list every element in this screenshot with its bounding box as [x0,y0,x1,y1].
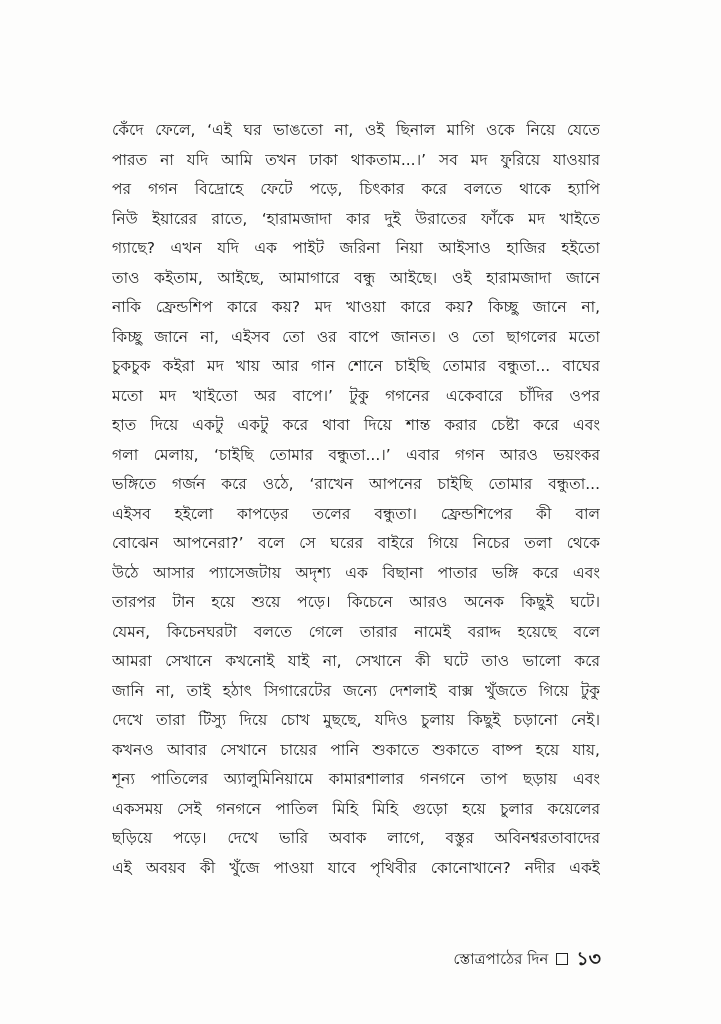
text-line: ছড়িয়ে পড়ে। দেখে ভারি অবাক লাগে, বস্তুর অবিনশ্বরতাবাদের [112,829,600,847]
text-line: কেঁদে ফেলে, ‘এই ঘর ভাঙতো না, ওই ছিনাল মাগি ওকে নিয়ে যেতে [112,121,600,139]
text-line: একসময় সেই গনগনে পাতিল মিহি মিহি গুড়ো হয়ে চুলার কয়েলের [112,799,600,818]
running-footer [453,945,601,973]
square-separator-icon [556,953,568,965]
text-line: দেখে তারা টিস্যু দিয়ে চোখ মুছছে, যদিও চুলায় কিছুই চড়ানো নেই। [112,711,600,729]
text-line: কখনও আবার সেখানে চায়ের পানি শুকাতে শুকাতে বাষ্প হয়ে যায়, [112,740,600,759]
body-text [112,116,600,883]
book-title: স্তোত্রপাঠের দিন [453,950,549,968]
page-number: ১৩ [576,948,601,970]
text-line: গলা মেলায়, ‘চাইছি তোমার বন্ধুতা...।’ এবার গগন আরও ভয়ংকর [112,445,600,464]
text-line: উঠে আসার প্যাসেজটায় অদৃশ্য এক বিছানা পাতার ভঙ্গি করে এবং [112,563,600,582]
text-line: কিচ্ছু জানে না, এইসব তো ওর বাপে জানত। ও তো ছাগলের মতো [112,327,600,346]
text-line: এই অবয়ব কী খুঁজে পাওয়া যাবে পৃথিবীর কোনোখানে? নদীর একই [112,858,600,877]
text-line: আমরা সেখানে কখনোই যাই না, সেখানে কী ঘটে তাও ভালো করে [112,652,600,670]
text-line: নিউ ইয়ারের রাতে, ‘হারামজাদা কার দুই উরাতের ফাঁকে মদ খাইতে [112,209,600,228]
text-line: পারত না যদি আমি তখন ঢাকা থাকতাম...।’ সব মদ ফুরিয়ে যাওয়ার [112,150,600,169]
text-line: জানি না, তাই হঠাৎ সিগারেটের জন্যে দেশলাই বাক্স খুঁজতে গিয়ে টুকু [112,681,600,700]
text-line: হাত দিয়ে একটু একটু করে থাবা দিয়ে শান্ত করার চেষ্টা করে এবং [112,416,600,434]
text-line: শূন্য পাতিলের অ্যালুমিনিয়ামে কামারশালার গনগনে তাপ ছড়ায় এবং [112,770,600,788]
text-line: এইসব হইলো কাপড়ের তলের বন্ধুতা। ফ্রেন্ডশিপের কী বাল [112,504,600,523]
text-line: চুকচুক কইরা মদ খায় আর গান শোনে চাইছি তোমার বন্ধুতা... বাঘের [112,357,600,375]
text-line: মতো মদ খাইতো অর বাপে।’ টুকু গগনের একেবারে চাঁদির ওপর [112,386,600,405]
text-line: নাকি ফ্রেন্ডশিপ কারে কয়? মদ খাওয়া কারে কয়? কিচ্ছু জানে না, [112,298,600,316]
text-line: গ্যাছে? এখন যদি এক পাইট জরিনা নিয়া আইসাও হাজির হইতো [112,239,600,257]
text-line: পর গগন বিদ্রোহে ফেটে পড়ে, চিৎকার করে বলতে থাকে হ্যাপি [112,180,600,198]
text-line: বোঝেন আপনেরা?’ বলে সে ঘরের বাইরে গিয়ে নিচের তলা থেকে [112,534,600,552]
text-line: তাও কইতাম, আইছে, আমাগারে বন্ধু আইছে। ওই হারামজাদা জানে [112,268,600,287]
text-line: তারপর টান হয়ে শুয়ে পড়ে। কিচেনে আরও অনেক কিছুই ঘটে। [112,593,600,611]
text-line: যেমন, কিচেনঘরটা বলতে গেলে তারার নামেই বরাদ্দ হয়েছে বলে [112,622,600,641]
text-line: ভঙ্গিতে গর্জন করে ওঠে, ‘রাখেন আপনের চাইছি তোমার বন্ধুতা... [112,475,600,493]
